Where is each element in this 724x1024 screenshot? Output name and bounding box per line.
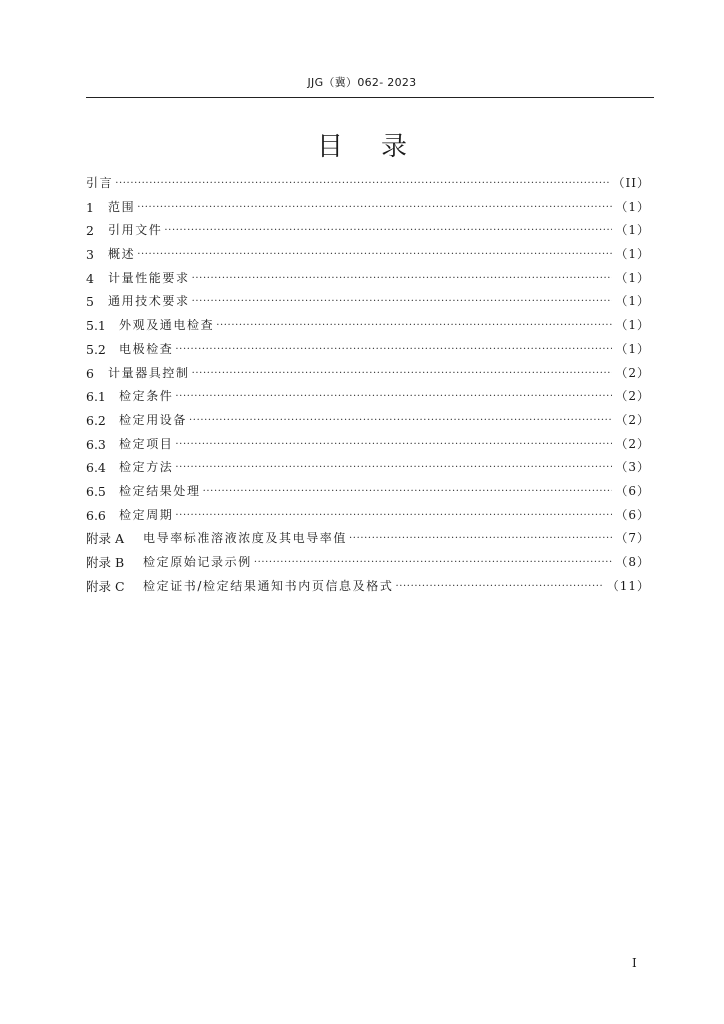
toc-entry-label: 检定条件 <box>119 389 174 404</box>
toc-entry-number: 3 <box>86 247 94 263</box>
toc-entry-number: 6.4 <box>86 460 106 476</box>
toc-entry-appendix-a[interactable] <box>86 527 650 551</box>
toc-leader-dots <box>254 551 613 575</box>
toc-entry-overview[interactable] <box>86 243 650 267</box>
toc-entry-label: 检定项目 <box>119 436 174 451</box>
toc-leader-dots <box>115 172 609 196</box>
toc-leader-dots <box>216 314 612 338</box>
toc-leader-dots <box>203 480 613 504</box>
toc-entry-verification-equipment[interactable] <box>86 409 650 433</box>
toc-entry-metrological-requirements[interactable] <box>86 267 650 291</box>
toc-entry-foreword[interactable] <box>86 172 650 196</box>
toc-entry-label: 外观及通电检查 <box>119 318 215 333</box>
toc-entry-instrument-control[interactable] <box>86 362 650 386</box>
toc-entry-label: 检定周期 <box>119 507 174 522</box>
toc-entry-number: 1 <box>86 199 94 215</box>
toc-leader-dots <box>175 338 612 362</box>
toc-entry-page: （8） <box>615 555 650 569</box>
toc-entry-label: 计量器具控制 <box>108 365 190 380</box>
toc-entry-label: 电极检查 <box>119 341 174 356</box>
toc-entry-label: 检定方法 <box>119 460 174 475</box>
toc-entry-appendix-c[interactable] <box>86 575 650 599</box>
toc-entry-number: 附录 C <box>86 578 125 594</box>
toc-leader-dots <box>137 196 612 220</box>
toc-entry-page: （6） <box>615 507 650 522</box>
toc-entry-number: 附录 B <box>86 555 125 570</box>
toc-entry-page: （11） <box>606 578 650 593</box>
toc-entry-page: （2） <box>615 389 650 404</box>
toc-entry-appearance-power-check[interactable] <box>86 314 650 338</box>
toc-entry-verification-period[interactable] <box>86 504 650 528</box>
toc-leader-dots <box>192 267 613 291</box>
toc-entry-label: 范围 <box>108 199 136 214</box>
toc-entry-page: （3） <box>615 460 650 475</box>
toc-entry-number: 6 <box>86 365 94 381</box>
toc-entry-page: （1） <box>615 199 650 214</box>
toc-entry-page: （1） <box>615 247 650 262</box>
toc-entry-number: 6.2 <box>86 412 106 428</box>
table-of-contents <box>86 172 650 598</box>
page-number: I <box>632 956 637 970</box>
toc-entry-page: （7） <box>615 531 650 546</box>
toc-entry-page: （1） <box>615 318 650 333</box>
toc-entry-label: 检定证书/检定结果通知书内页信息及格式 <box>143 578 394 593</box>
toc-entry-label: 概述 <box>108 247 136 262</box>
toc-entry-page: （1） <box>615 341 650 356</box>
toc-entry-page: （1） <box>615 294 650 309</box>
toc-entry-number: 5 <box>86 294 94 310</box>
toc-entry-page: （1） <box>615 223 650 238</box>
toc-entry-number: 6.5 <box>86 483 106 499</box>
toc-entry-page: （2） <box>615 365 650 380</box>
toc-entry-references[interactable] <box>86 219 650 243</box>
toc-entry-number: 6.3 <box>86 436 106 452</box>
toc-leader-dots <box>192 290 613 314</box>
toc-entry-result-handling[interactable] <box>86 480 650 504</box>
toc-entry-number: 6.6 <box>86 507 106 523</box>
toc-entry-page: （6） <box>615 483 650 498</box>
toc-leader-dots <box>349 527 612 551</box>
toc-leader-dots <box>175 433 612 457</box>
toc-entry-page: （2） <box>615 436 650 451</box>
toc-entry-label: 引用文件 <box>108 223 163 238</box>
toc-entry-number: 5.2 <box>86 341 106 357</box>
toc-entry-verification-items[interactable] <box>86 433 650 457</box>
toc-leader-dots <box>189 409 612 433</box>
toc-leader-dots <box>175 456 612 480</box>
toc-entry-general-technical-requirements[interactable] <box>86 290 650 314</box>
toc-entry-label: 电导率标准溶液浓度及其电导率值 <box>143 531 348 546</box>
toc-entry-verification-conditions[interactable] <box>86 385 650 409</box>
toc-entry-verification-methods[interactable] <box>86 456 650 480</box>
toc-leader-dots <box>137 243 612 267</box>
toc-entry-number: 附录 A <box>86 531 125 547</box>
toc-entry-label: 引言 <box>86 176 114 190</box>
toc-entry-page: （II） <box>612 176 650 190</box>
toc-entry-page: （1） <box>615 270 650 285</box>
toc-entry-appendix-b[interactable] <box>86 551 650 575</box>
toc-leader-dots <box>164 219 612 243</box>
toc-leader-dots <box>175 504 612 528</box>
document-code-header: JJG（冀）062- 2023 <box>307 76 417 89</box>
toc-entry-number: 5.1 <box>86 318 106 334</box>
toc-leader-dots <box>395 575 603 599</box>
toc-entry-label: 检定用设备 <box>119 412 188 427</box>
toc-entry-number: 6.1 <box>86 389 106 405</box>
toc-entry-label: 通用技术要求 <box>108 294 190 309</box>
toc-leader-dots <box>192 362 613 386</box>
toc-entry-label: 检定结果处理 <box>119 483 201 498</box>
toc-entry-label: 计量性能要求 <box>108 270 190 285</box>
toc-leader-dots <box>175 385 612 409</box>
header-divider <box>86 97 654 98</box>
toc-entry-label: 检定原始记录示例 <box>143 555 252 569</box>
toc-entry-number: 2 <box>86 223 94 239</box>
toc-entry-page: （2） <box>615 412 650 427</box>
toc-title: 目录 <box>316 132 445 162</box>
toc-entry-number: 4 <box>86 270 94 286</box>
toc-entry-electrode-check[interactable] <box>86 338 650 362</box>
toc-entry-scope[interactable] <box>86 196 650 220</box>
